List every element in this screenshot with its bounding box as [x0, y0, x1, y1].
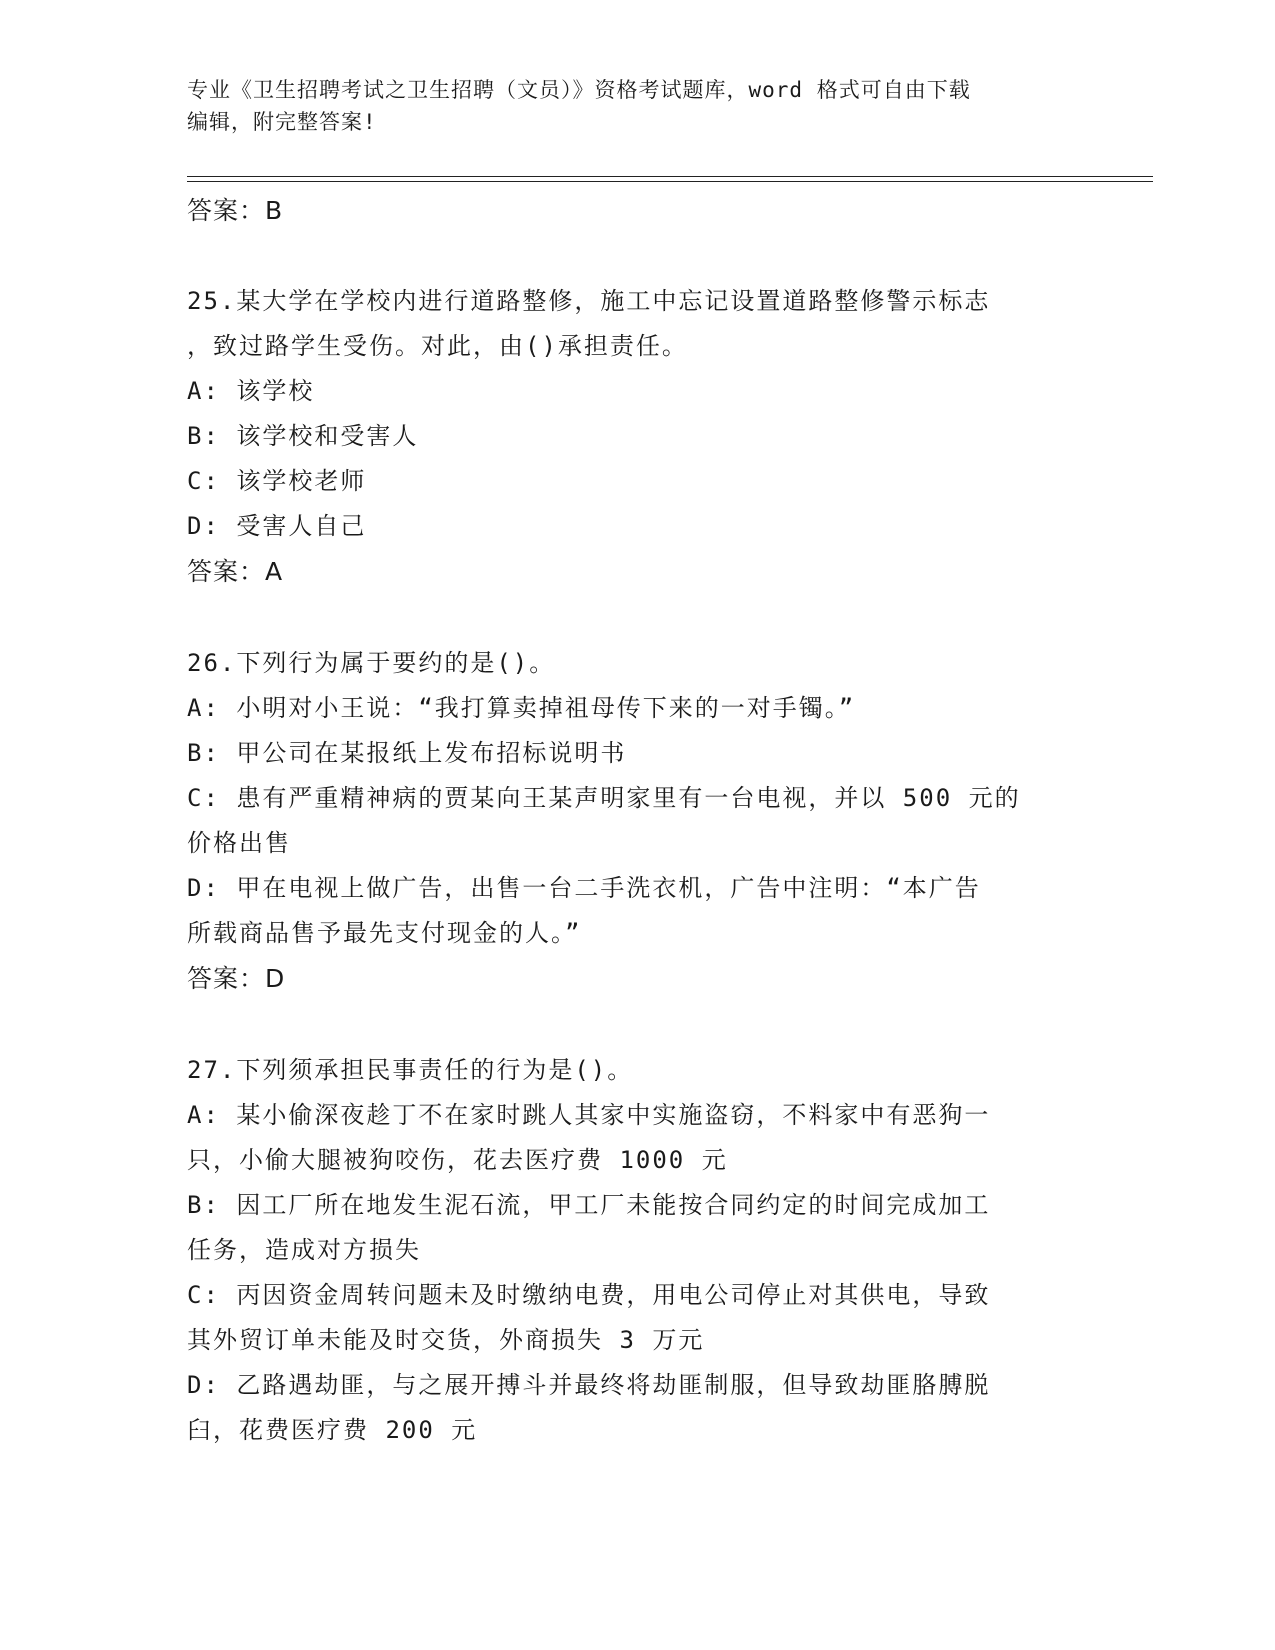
document-header	[187, 74, 1067, 138]
option-d: 所载商品售予最先支付现金的人。”	[187, 919, 582, 947]
header-line: 编辑，附完整答案!	[187, 110, 377, 134]
previous-answer: 答案：B	[187, 196, 284, 225]
question-stem: 27.下列须承担民事责任的行为是()。	[187, 1056, 634, 1084]
option-d: D: 受害人自己	[187, 512, 367, 540]
option-c: C: 丙因资金周转问题未及时缴纳电费，用电公司停止对其供电，导致	[187, 1281, 991, 1309]
option-c: C: 患有严重精神病的贾某向王某声明家里有一台电视，并以 500 元的	[187, 784, 1021, 812]
option-b: 任务，造成对方损失	[187, 1236, 421, 1264]
option-b: B: 该学校和受害人	[187, 422, 419, 450]
option-b: B: 因工厂所在地发生泥石流，甲工厂未能按合同约定的时间完成加工	[187, 1191, 991, 1219]
option-d: 臼，花费医疗费 200 元	[187, 1416, 478, 1444]
question-stem: ，致过路学生受伤。对此，由()承担责任。	[187, 332, 688, 360]
answer: 答案：D	[187, 964, 286, 993]
header-divider	[187, 176, 1153, 177]
option-a: 只，小偷大腿被狗咬伤，花去医疗费 1000 元	[187, 1146, 728, 1174]
answer: 答案：A	[187, 557, 284, 586]
option-c: 价格出售	[187, 829, 291, 857]
option-c: 其外贸订单未能及时交货，外商损失 3 万元	[187, 1326, 705, 1354]
question-item	[187, 641, 1087, 1001]
question-item	[187, 279, 1087, 594]
question-stem: 25.某大学在学校内进行道路整修，施工中忘记设置道路整修警示标志	[187, 287, 991, 315]
question-list	[187, 188, 1087, 1453]
option-d: D: 甲在电视上做广告，出售一台二手洗衣机，广告中注明：“本广告	[187, 874, 981, 902]
option-b: B: 甲公司在某报纸上发布招标说明书	[187, 739, 627, 767]
option-c: C: 该学校老师	[187, 467, 367, 495]
option-a: A: 小明对小王说：“我打算卖掉祖母传下来的一对手镯。”	[187, 694, 856, 722]
option-a: A: 某小偷深夜趁丁不在家时跳人其家中实施盗窃，不料家中有恶狗一	[187, 1101, 991, 1129]
header-divider	[187, 181, 1153, 182]
option-d: D: 乙路遇劫匪，与之展开搏斗并最终将劫匪制服，但导致劫匪胳膊脱	[187, 1371, 991, 1399]
question-stem: 26.下列行为属于要约的是()。	[187, 649, 556, 677]
option-a: A: 该学校	[187, 377, 315, 405]
header-line: 专业《卫生招聘考试之卫生招聘（文员）》资格考试题库，word 格式可自由下载	[187, 78, 971, 102]
question-item	[187, 1048, 1087, 1453]
